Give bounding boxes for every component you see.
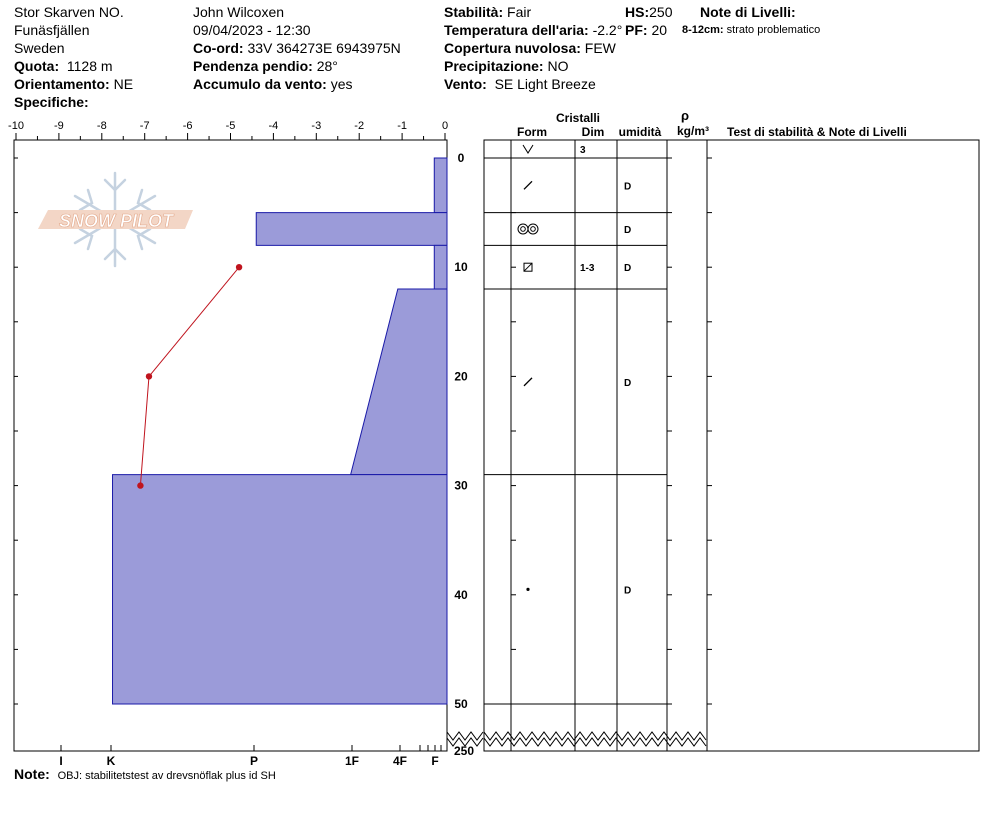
- depth-break-zigzag: [484, 732, 706, 740]
- depth-tick-label: 0: [457, 151, 465, 165]
- country-name: Sweden: [14, 40, 65, 56]
- temp-tick-label: -3: [311, 120, 322, 132]
- density-symbol: ρ: [680, 108, 690, 123]
- temp-tick-label: -6: [182, 120, 193, 132]
- air-temp-label: Temperatura dell'aria:: [444, 22, 589, 38]
- cloud-value: FEW: [584, 40, 616, 56]
- surface-hoar-stroke: [523, 145, 533, 153]
- rounded-outer: [528, 224, 538, 234]
- elevation-value: 1128 m: [66, 58, 113, 74]
- depth-tick-label: 50: [454, 697, 468, 711]
- depth-tick-label: 20: [454, 369, 468, 384]
- surface-hoar-icon: [523, 145, 533, 153]
- air-temp-value: -2.2°: [592, 22, 623, 38]
- hardness-tick-label: 1F: [344, 754, 360, 768]
- note-label: Note:: [14, 766, 50, 782]
- depth-tick-label: 10: [454, 260, 468, 275]
- stability-value: Fair: [507, 4, 532, 20]
- hs-label: HS:: [625, 4, 650, 20]
- temperature-line: [140, 267, 239, 485]
- observer-name: John Wilcoxen: [193, 4, 285, 20]
- temp-tick-label: -5: [225, 120, 236, 132]
- hardness-tick-label: K: [106, 754, 116, 768]
- crystals-header: Cristalli: [555, 111, 601, 125]
- layer-moisture: D: [624, 181, 632, 193]
- wind-label: Vento:: [444, 76, 487, 92]
- precip-label: Precipitazione:: [444, 58, 544, 74]
- stability-label: Stabilità:: [444, 4, 504, 20]
- slope-value: 28°: [316, 58, 338, 74]
- layer-moisture: D: [624, 224, 632, 236]
- layer-table: [447, 140, 979, 751]
- layer-moisture: D: [624, 377, 632, 389]
- depth-tick-label: 30: [454, 478, 468, 493]
- coordinates-label: Co-ord:: [193, 40, 244, 56]
- hardness-bar: [256, 213, 447, 246]
- layer-moisture: D: [624, 585, 632, 597]
- rounded-inner: [531, 227, 536, 232]
- cloud-label: Copertura nuvolosa:: [444, 40, 581, 56]
- table-frame: [484, 140, 979, 751]
- wind-load-label: Accumulo da vento:: [193, 76, 327, 92]
- hardness-bar: [434, 245, 447, 289]
- depth-break-label: 250: [453, 744, 475, 758]
- specifics-label: Specifiche:: [14, 94, 89, 110]
- hardness-bar: [434, 158, 447, 213]
- snowpilot-watermark: [38, 173, 193, 266]
- tests-header: Test di stabilità & Note di Livelli: [727, 125, 907, 139]
- precip-value: NO: [547, 58, 569, 74]
- temperature-point: [146, 373, 152, 379]
- layer-size: 1-3: [580, 263, 595, 275]
- temp-tick-label: -9: [54, 120, 64, 132]
- table-headers: [517, 108, 907, 139]
- decomposing-stroke: [524, 378, 532, 386]
- density-unit: kg/m³: [676, 124, 710, 138]
- form-header: Form: [517, 125, 547, 139]
- hardness-tick-label: P: [249, 754, 259, 768]
- depth-break-zigzag: [484, 738, 706, 746]
- decomposing-stroke: [524, 181, 532, 189]
- temp-tick-label: -1: [397, 120, 407, 132]
- decomposing-icon: [524, 378, 532, 386]
- rounded-outer: [518, 224, 528, 234]
- faceted-diagonal: [524, 263, 532, 271]
- temp-tick-label: -10: [8, 120, 24, 132]
- aspect-label: Orientamento:: [14, 76, 110, 92]
- depth-tick-label: 40: [454, 587, 468, 602]
- temperature-point: [236, 264, 242, 270]
- elevation-label: Quota:: [14, 58, 60, 74]
- size-header: Dim: [581, 125, 605, 139]
- observation-datetime: 09/04/2023 - 12:30: [193, 22, 311, 38]
- pf-value: 20: [651, 22, 668, 38]
- rounded-inner: [521, 227, 526, 232]
- slope-label: Pendenza pendio:: [193, 58, 313, 74]
- area-name: Funäsfjällen: [14, 22, 90, 38]
- temp-tick-label: -7: [139, 120, 150, 132]
- temperature-point: [137, 482, 143, 488]
- aspect-value: NE: [113, 76, 134, 92]
- layer-size: 3: [580, 145, 586, 156]
- hardness-tick-label: 4F: [392, 754, 408, 768]
- hardness-bar: [113, 475, 447, 704]
- wind-value: SE Light Breeze: [494, 76, 596, 92]
- rounded-dot: [526, 588, 529, 591]
- decomposing-icon: [524, 181, 532, 189]
- layer-moisture: D: [624, 263, 632, 275]
- temp-tick-label: -2: [354, 120, 365, 132]
- rounded-double-icon: [518, 224, 538, 234]
- hs-value: 250: [649, 4, 673, 20]
- temp-tick-label: 0: [441, 120, 449, 132]
- hardness-tick-label: F: [431, 754, 439, 768]
- temp-tick-label: -4: [268, 120, 279, 132]
- wind-load-value: yes: [330, 76, 353, 92]
- layer-notes-label: Note di Livelli:: [700, 4, 796, 20]
- rounded-icon: [526, 588, 529, 591]
- layer-note-text: strato problematico: [726, 24, 821, 36]
- note-text: OBJ: stabilitetstest av drevsnöflak plus id SH: [57, 770, 276, 782]
- hardness-tick-label: I: [59, 754, 63, 768]
- coordinates-value: 33V 364273E 6943975N: [247, 40, 401, 56]
- hardness-bar: [351, 289, 447, 475]
- watermark-text: SNOW PILOT: [59, 211, 173, 231]
- faceted-icon: [524, 263, 532, 271]
- temp-tick-label: -8: [96, 120, 107, 132]
- layer-note-depth: 8-12cm:: [682, 24, 724, 36]
- moisture-header: umidità: [618, 125, 662, 139]
- pf-label: PF:: [625, 22, 648, 38]
- location-name: Stor Skarven NO.: [14, 4, 124, 20]
- depth-break-zigzag: [447, 732, 483, 740]
